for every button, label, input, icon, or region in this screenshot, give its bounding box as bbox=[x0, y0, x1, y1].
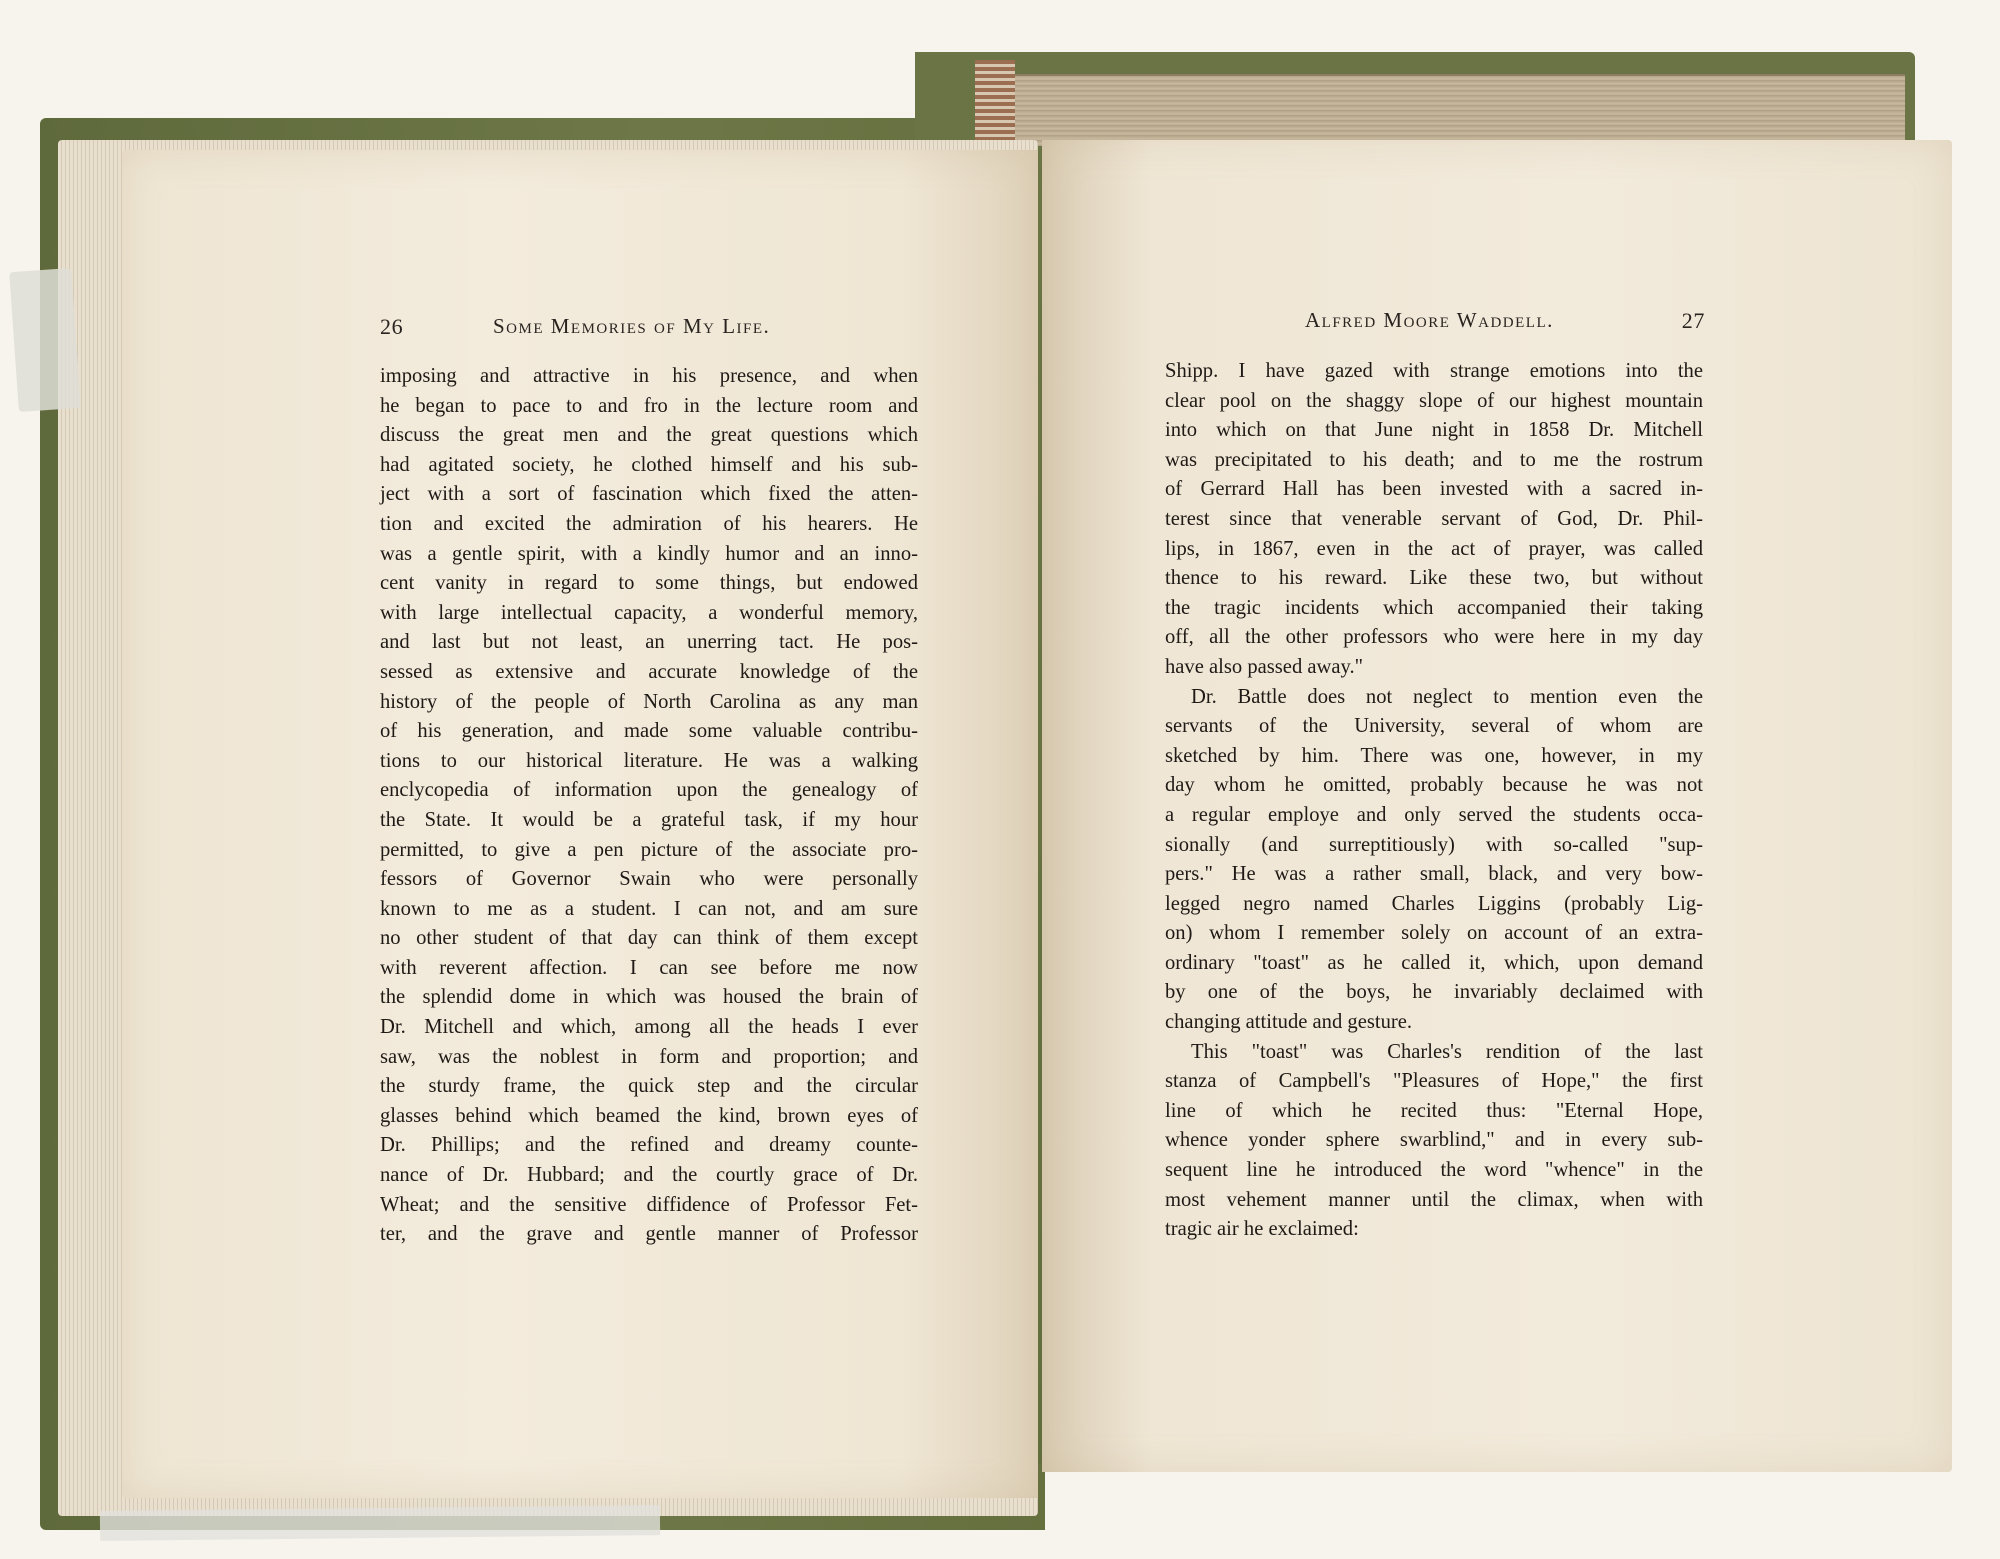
text-line: tragic air he exclaimed: bbox=[1165, 1218, 1359, 1241]
text-line: cent vanity in regard to some things, but endowed bbox=[380, 572, 918, 595]
text-line: most vehement manner until the climax, when with bbox=[1165, 1188, 1703, 1211]
text-line: pers." He was a rather small, black, and very bow- bbox=[1165, 863, 1703, 886]
repair-tape-bottom bbox=[100, 1505, 660, 1541]
text-line: servants of the University, several of whom are bbox=[1165, 715, 1703, 738]
text-line: This "toast" was Charles's rendition of the last bbox=[1191, 1040, 1703, 1063]
text-line: line of which he recited thus: "Eternal Hope, bbox=[1165, 1099, 1703, 1122]
text-line: discuss the great men and the great questions which bbox=[380, 424, 918, 447]
text-line: permitted, to give a pen picture of the associate pro- bbox=[380, 838, 918, 861]
text-line: the splendid dome in which was housed the brain of bbox=[380, 986, 918, 1009]
text-line: he began to pace to and fro in the lecture room and bbox=[380, 394, 918, 417]
text-line: Dr. Phillips; and the refined and dreamy counte- bbox=[380, 1134, 918, 1157]
text-line: stanza of Campbell's "Pleasures of Hope," the first bbox=[1165, 1070, 1703, 1093]
text-line: nance of Dr. Hubbard; and the courtly grace of Dr. bbox=[380, 1164, 918, 1187]
text-line: day whom he omitted, probably because he was not bbox=[1165, 774, 1703, 797]
text-line: on) whom I remember solely on account of an extra- bbox=[1165, 922, 1703, 945]
text-line: sketched by him. There was one, however, in my bbox=[1165, 744, 1703, 767]
text-line: and last but not least, an unerring tact. He pos- bbox=[380, 631, 918, 654]
text-line: the State. It would be a grateful task, if my hour bbox=[380, 808, 918, 831]
text-line: known to me as a student. I can not, and am sure bbox=[380, 897, 918, 920]
text-line: had agitated society, he clothed himself and his sub- bbox=[380, 453, 918, 476]
text-line: sequent line he introduced the word "whence" in the bbox=[1165, 1159, 1703, 1182]
right-page-body bbox=[1165, 357, 1703, 1245]
text-line: tion and excited the admiration of his hearers. He bbox=[380, 512, 918, 535]
text-line: lips, in 1867, even in the act of prayer, was called bbox=[1165, 537, 1703, 560]
left-page-body bbox=[380, 362, 918, 1250]
text-line: Shipp. I have gazed with strange emotions into the bbox=[1165, 360, 1703, 382]
text-line: clear pool on the shaggy slope of our highest mountain bbox=[1165, 389, 1703, 412]
text-line: sessed as extensive and accurate knowledge of the bbox=[380, 660, 918, 683]
text-line: history of the people of North Carolina as any man bbox=[380, 690, 918, 713]
text-line: the sturdy frame, the quick step and the circular bbox=[380, 1075, 918, 1098]
text-line: Dr. Battle does not neglect to mention even the bbox=[1191, 685, 1703, 708]
text-line: a regular employe and only served the students occa- bbox=[1165, 803, 1703, 826]
left-page-title: Some Memories of My Life. bbox=[493, 314, 771, 338]
text-line: into which on that June night in 1858 Dr. Mitchell bbox=[1165, 419, 1703, 442]
text-line: was a gentle spirit, with a kindly humor and an inno- bbox=[380, 542, 918, 565]
text-line: Dr. Mitchell and which, among all the heads I ever bbox=[380, 1016, 918, 1039]
text-line: of Gerrard Hall has been invested with a sacred in- bbox=[1165, 478, 1703, 501]
text-line: of his generation, and made some valuable contribu- bbox=[380, 720, 918, 743]
text-line: enclycopedia of information upon the genealogy of bbox=[380, 779, 918, 802]
book-spine bbox=[975, 60, 1015, 150]
text-line: thence to his reward. Like these two, but without bbox=[1165, 567, 1703, 590]
text-line: by one of the boys, he invariably declaimed with bbox=[1165, 981, 1703, 1004]
repair-tape bbox=[9, 268, 81, 412]
page-edges-top bbox=[985, 74, 1905, 146]
text-line: was precipitated to his death; and to me the rostrum bbox=[1165, 448, 1703, 471]
text-line: off, all the other professors who were here in my day bbox=[1165, 626, 1703, 649]
text-line: the tragic incidents which accompanied their taking bbox=[1165, 596, 1703, 619]
text-line: glasses behind which beamed the kind, brown eyes of bbox=[380, 1104, 918, 1127]
text-line: sionally (and surreptitiously) with so-called "sup- bbox=[1165, 833, 1703, 856]
text-line: changing attitude and gesture. bbox=[1165, 1011, 1413, 1034]
text-line: imposing and attractive in his presence, and when bbox=[380, 365, 918, 387]
text-line: have also passed away." bbox=[1165, 655, 1364, 678]
text-line: tions to our historical literature. He was a walking bbox=[380, 749, 918, 772]
text-line: Wheat; and the sensitive diffidence of Professor Fet- bbox=[380, 1193, 918, 1216]
left-page-number: 26 bbox=[380, 314, 404, 339]
text-line: ordinary "toast" as he called it, which, upon demand bbox=[1165, 951, 1703, 974]
text-line: with reverent affection. I can see before me now bbox=[380, 956, 918, 979]
text-line: with large intellectual capacity, a wonderful memory, bbox=[380, 601, 918, 624]
text-line: legged negro named Charles Liggins (probably Lig- bbox=[1165, 892, 1703, 915]
text-line: ject with a sort of fascination which fixed the atten- bbox=[380, 483, 918, 506]
text-line: terest since that venerable servant of God, Dr. Phil- bbox=[1165, 507, 1703, 530]
right-page-number: 27 bbox=[1681, 308, 1705, 333]
text-line: ter, and the grave and gentle manner of Professor bbox=[380, 1223, 918, 1246]
text-line: fessors of Governor Swain who were personally bbox=[380, 868, 918, 891]
right-page-title: Alfred Moore Waddell. bbox=[1305, 308, 1554, 332]
text-line: no other student of that day can think of them except bbox=[380, 927, 918, 950]
text-line: whence yonder sphere swarblind," and in every sub- bbox=[1165, 1129, 1703, 1152]
text-line: saw, was the noblest in form and proportion; and bbox=[380, 1045, 918, 1068]
